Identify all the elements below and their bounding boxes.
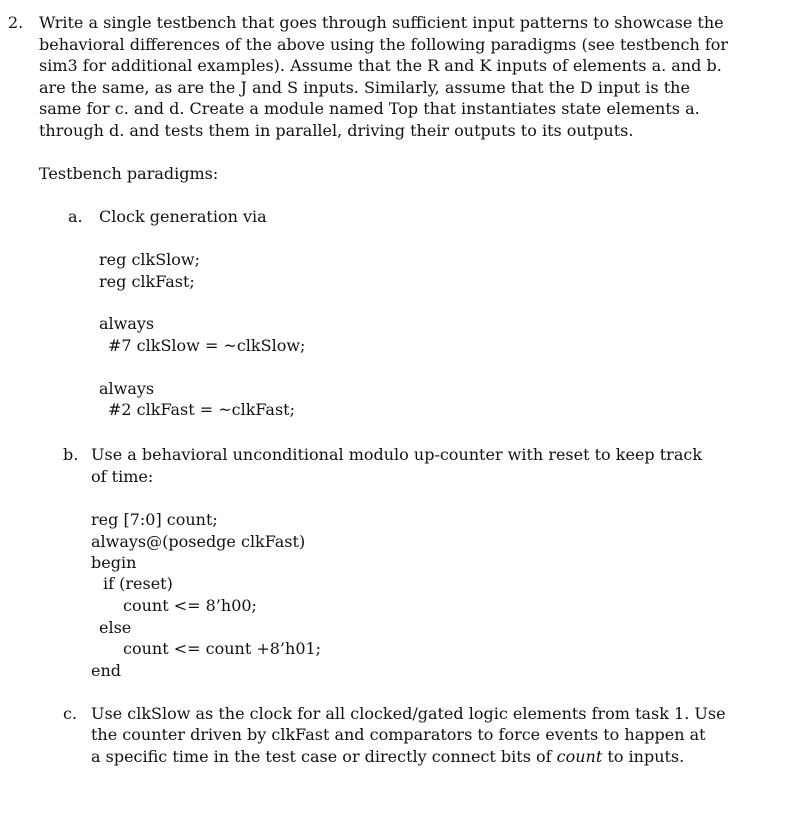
paragraph-line: behavioral differences of the above using the following paradigms (see testbench for (39, 35, 729, 54)
item-c-text-part: to inputs. (602, 747, 685, 766)
code-line: if (reset) (103, 574, 173, 593)
item-a-title: Clock generation via (99, 207, 267, 226)
code-line: #7 clkSlow = ~clkSlow; (108, 336, 306, 355)
item-b-text: of time: (91, 467, 154, 486)
question-number: 2. (8, 13, 24, 32)
item-c-text: Use clkSlow as the clock for all clocked/gated logic elements from task 1. Use (91, 704, 726, 723)
code-line: reg clkFast; (99, 272, 195, 291)
item-c-text: the counter driven by clkFast and comparators to force events to happen at (91, 725, 706, 744)
code-line: else (99, 618, 132, 637)
code-line: reg clkSlow; (99, 250, 201, 269)
paradigms-heading: Testbench paradigms: (39, 164, 219, 183)
code-line: reg [7:0] count; (91, 510, 218, 529)
paragraph-line: Write a single testbench that goes through sufficient input patterns to showcase the (39, 13, 724, 32)
code-line: count <= 8’h00; (123, 596, 257, 615)
item-c-text (91, 746, 684, 768)
item-b-text: Use a behavioral unconditional modulo up-counter with reset to keep track (91, 445, 703, 464)
item-c-marker: c. (63, 704, 78, 723)
item-b-marker: b. (63, 445, 79, 464)
paragraph-line: through d. and tests them in parallel, driving their outputs to its outputs. (39, 121, 634, 140)
code-line: #2 clkFast = ~clkFast; (108, 400, 295, 419)
paragraph-line: are the same, as are the J and S inputs. Similarly, assume that the D input is the (39, 78, 690, 97)
code-line: always (99, 379, 155, 398)
item-c-text-part: a specific time in the test case or directly connect bits of (91, 747, 557, 766)
item-c-emphasis: count (556, 747, 603, 766)
paragraph-line: same for c. and d. Create a module named Top that instantiates state elements a. (39, 99, 700, 118)
paragraph-line: sim3 for additional examples). Assume that the R and K inputs of elements a. and b. (39, 56, 722, 75)
item-a-marker: a. (68, 207, 83, 226)
code-line: begin (91, 553, 137, 572)
code-line: always@(posedge clkFast) (91, 532, 306, 551)
code-line: count <= count +8’h01; (123, 639, 322, 658)
code-line: end (91, 661, 122, 680)
code-line: always (99, 314, 155, 333)
